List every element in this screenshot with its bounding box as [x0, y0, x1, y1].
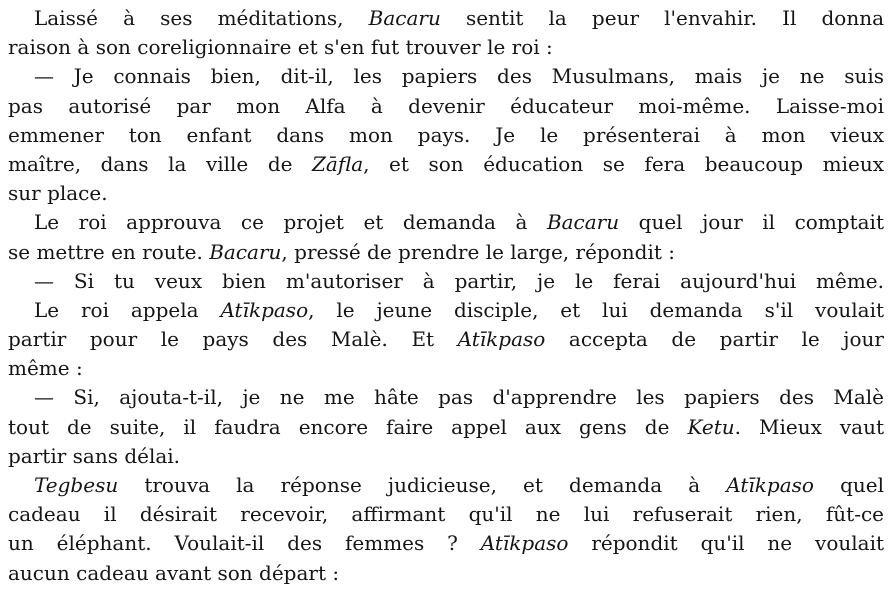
- italic-name: Ketu: [687, 414, 735, 439]
- body-text: [8, 4, 884, 588]
- italic-name: Bacaru: [368, 6, 441, 30]
- italic-name: Atīkpaso: [457, 327, 546, 352]
- text-run: répondit qu'il ne voulait: [568, 531, 884, 556]
- text-line: [8, 62, 884, 91]
- italic-name: Atīkpaso: [220, 297, 309, 322]
- text-run: sur place.: [8, 181, 108, 206]
- text-run: accepta de partir le jour: [545, 327, 884, 352]
- text-line: [8, 179, 884, 208]
- text-line: [8, 354, 884, 383]
- text-line: [8, 383, 884, 412]
- text-line: [8, 4, 884, 33]
- text-line: [8, 121, 884, 150]
- text-run: — Si, ajouta-t-il, je ne me hâte pas d'apprendre les papiers des Malè: [34, 385, 884, 410]
- italic-name: Zāfla: [312, 151, 364, 176]
- text-run: cadeau il désirait recevoir, affirmant qu'il ne lui refuserait rien, fût-ce: [8, 502, 884, 527]
- text-run: Le roi appela: [34, 297, 221, 322]
- text-run: , le jeune disciple, et lui demanda s'il voulait: [308, 297, 885, 322]
- text-line: [8, 529, 884, 558]
- text-line: [8, 150, 884, 179]
- text-run: Laissé à ses méditations,: [34, 6, 369, 30]
- text-line: [8, 92, 884, 121]
- text-run: , pressé de prendre le large, répondit :: [281, 239, 675, 264]
- text-run: — Si tu veux bien m'autoriser à partir, je le ferai aujourd'hui même.: [34, 268, 884, 293]
- text-run: se mettre en route.: [8, 239, 210, 264]
- italic-name: Atīkpaso: [480, 531, 569, 556]
- text-run: raison à son coreligionnaire et s'en fut trouver le roi :: [8, 35, 553, 60]
- text-run: sentit la peur l'envahir. Il donna: [440, 6, 885, 30]
- text-line: [8, 208, 884, 237]
- text-line: [8, 267, 884, 296]
- italic-name: Tegbesu: [34, 473, 119, 497]
- text-line: [8, 325, 884, 354]
- text-run: pas autorisé par mon Alfa à devenir éducateur moi-même. Laisse-moi: [8, 93, 884, 118]
- text-line: [8, 413, 884, 442]
- text-run: partir pour le pays des Malè. Et: [8, 327, 458, 352]
- text-run: quel jour il comptait: [619, 210, 884, 235]
- text-run: aucun cadeau avant son départ :: [8, 560, 340, 585]
- text-run: . Mieux vaut: [734, 414, 884, 439]
- text-run: Le roi approuva ce projet et demanda à: [34, 210, 547, 235]
- text-run: maître, dans la ville de: [8, 151, 313, 176]
- italic-name: Atīkpaso: [726, 473, 814, 497]
- italic-name: Bacaru: [546, 210, 620, 235]
- text-run: , et son éducation se fera beaucoup mieux: [363, 151, 884, 176]
- text-run: tout de suite, il faudra encore faire appel aux gens de: [8, 414, 688, 439]
- text-run: quel: [813, 473, 884, 497]
- text-line: [8, 296, 884, 325]
- text-line: [8, 559, 884, 588]
- text-run: même :: [8, 356, 83, 381]
- text-line: [8, 33, 884, 62]
- text-run: un éléphant. Voulait-il des femmes ?: [8, 531, 481, 556]
- text-run: emmener ton enfant dans mon pays. Je le présenterai à mon vieux: [8, 122, 884, 147]
- italic-name: Bacaru: [209, 239, 282, 264]
- text-line: [8, 238, 884, 267]
- text-run: — Je connais bien, dit-il, les papiers des Musulmans, mais je ne suis: [34, 64, 884, 89]
- text-run: trouva la réponse judicieuse, et demanda à: [118, 473, 727, 497]
- text-line: [8, 500, 884, 529]
- text-line: [8, 471, 884, 500]
- text-line: [8, 442, 884, 471]
- text-run: partir sans délai.: [8, 443, 181, 468]
